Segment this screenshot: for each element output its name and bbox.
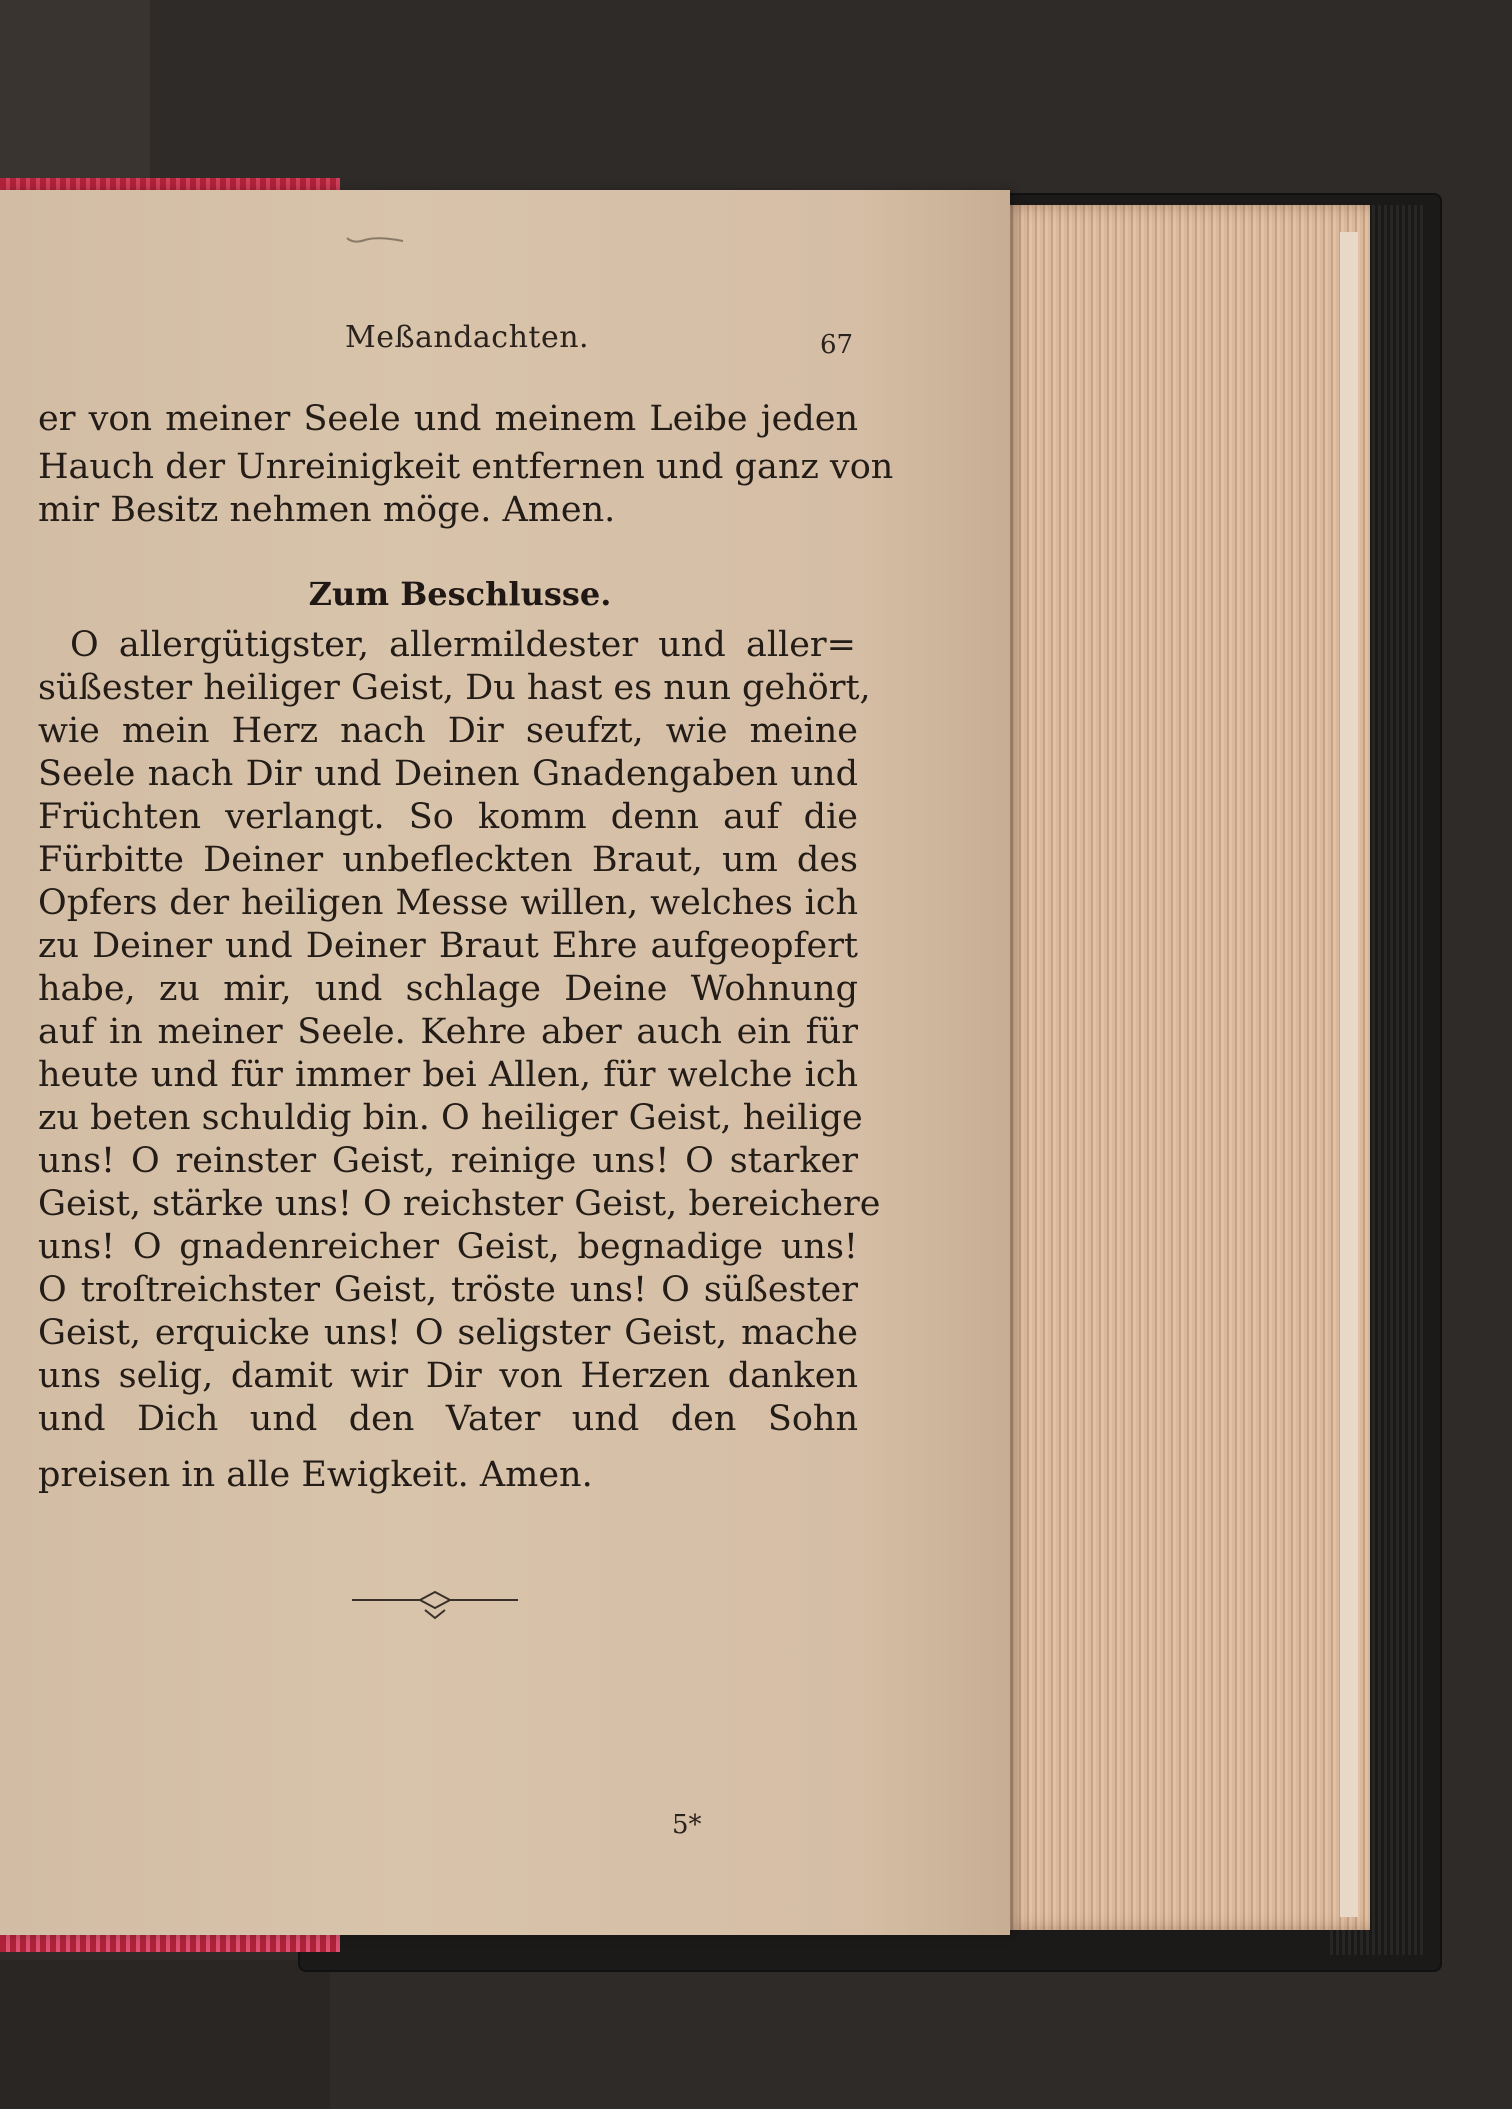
- body-line: uns! O reinster Geist, reinige uns! O starker: [38, 1141, 858, 1181]
- body-line: uns selig, damit wir Dir von Herzen danken: [38, 1356, 858, 1396]
- background-bottom-left: [0, 1960, 330, 2109]
- running-head: Meßandachten.: [345, 320, 590, 355]
- body-line: wie mein Herz nach Dir seufzt, wie meine: [38, 711, 858, 751]
- ornament-divider-icon: [350, 1586, 520, 1622]
- page-number: 67: [820, 330, 854, 360]
- body-line: Früchten verlangt. So komm denn auf die: [38, 797, 858, 837]
- body-line: Seele nach Dir und Deinen Gnadengaben und: [38, 754, 858, 794]
- body-line: zu beten schuldig bin. O heiliger Geist, heilige: [38, 1098, 863, 1138]
- text-line: er von meiner Seele und meinem Leibe jeden: [38, 399, 858, 439]
- body-line: O troſtreichster Geist, tröste uns! O süßester: [38, 1270, 858, 1310]
- body-line: und Dich und den Vater und den Sohn: [38, 1399, 858, 1439]
- body-line: auf in meiner Seele. Kehre aber auch ein für: [38, 1012, 858, 1052]
- body-line: Fürbitte Deiner unbefleckten Braut, um des: [38, 840, 858, 880]
- text-line: mir Besitz nehmen möge. Amen.: [38, 490, 616, 530]
- text-line: Hauch der Unreinigkeit entfernen und ganz von: [38, 447, 894, 487]
- body-line: O allergütigster, allermildester und aller=: [70, 625, 856, 665]
- body-line: süßester heiliger Geist, Du hast es nun gehört,: [38, 668, 871, 708]
- body-line: Geist, stärke uns! O reichster Geist, bereichere: [38, 1184, 881, 1224]
- body-line: uns! O gnadenreicher Geist, begnadige uns!: [38, 1227, 858, 1267]
- body-line: Geist, erquicke uns! O seligster Geist, mache: [38, 1313, 858, 1353]
- body-line: habe, zu mir, und schlage Deine Wohnung: [38, 969, 858, 1009]
- body-line: zu Deiner und Deiner Braut Ehre aufgeopfert: [38, 926, 858, 966]
- body-line: Opfers der heiligen Messe willen, welches ich: [38, 883, 858, 923]
- page-block-fore-edge: [1340, 232, 1358, 1917]
- background-top-left: [0, 0, 150, 180]
- signature-mark: 5*: [672, 1810, 702, 1840]
- body-line: preisen in alle Ewigkeit. Amen.: [38, 1455, 593, 1495]
- section-heading: Zum Beschlusse.: [308, 575, 612, 613]
- page-block-edges: [1000, 205, 1370, 1930]
- ink-smudge: [345, 232, 405, 246]
- body-line: heute und für immer bei Allen, für welche ich: [38, 1055, 858, 1095]
